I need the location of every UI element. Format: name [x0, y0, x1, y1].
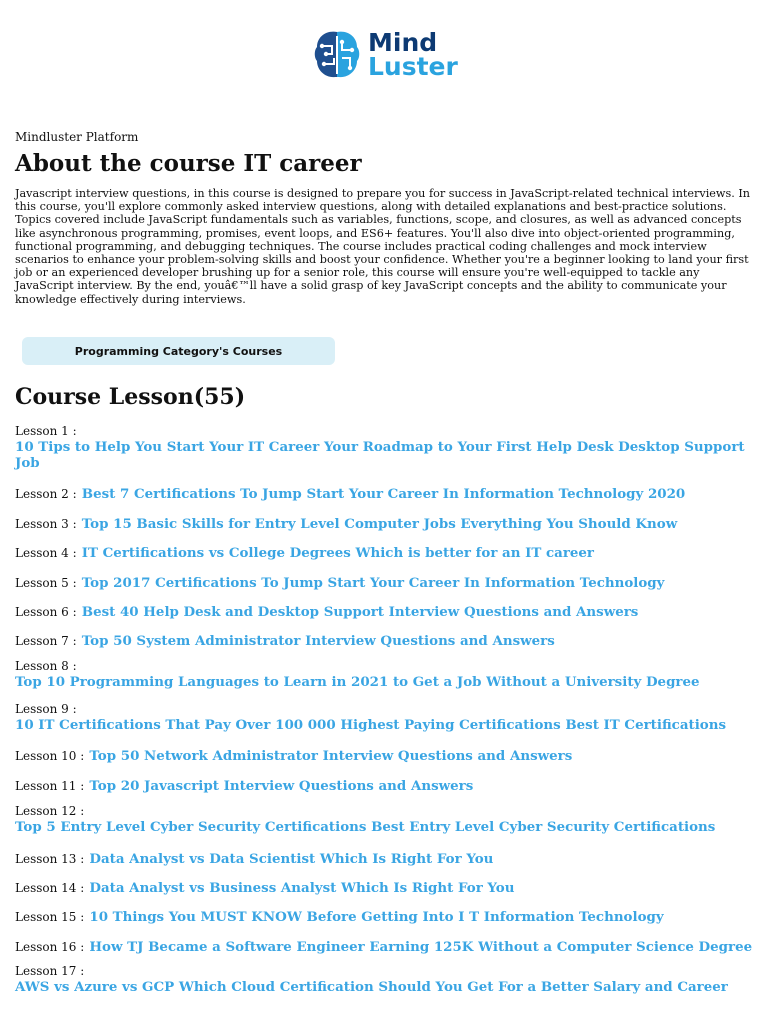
- lesson-item: [15, 630, 760, 649]
- lesson-number: Lesson 11 :: [15, 779, 85, 793]
- lesson-number: Lesson 9 :: [15, 702, 77, 716]
- lesson-item: [15, 601, 760, 620]
- lesson-item: [15, 659, 760, 690]
- platform-label: Mindluster Platform: [15, 130, 139, 144]
- lesson-link[interactable]: IT Certifications vs College Degrees Which is better for an IT career: [81, 545, 594, 561]
- lesson-item: [15, 804, 760, 835]
- brain-circuit-icon: [312, 28, 362, 82]
- lesson-item: [15, 572, 760, 591]
- lesson-item: [15, 775, 760, 794]
- lesson-item: [15, 424, 760, 471]
- lesson-link[interactable]: Top 50 Network Administrator Interview Questions and Answers: [89, 748, 573, 764]
- lesson-number: Lesson 2 :: [15, 487, 77, 501]
- lesson-link[interactable]: Top 10 Programming Languages to Learn in 2021 to Get a Job Without a University Degree: [15, 674, 700, 690]
- lesson-item: [15, 936, 760, 955]
- lesson-link[interactable]: Top 50 System Administrator Interview Questions and Answers: [81, 633, 555, 649]
- lesson-link[interactable]: Best 40 Help Desk and Desktop Support Interview Questions and Answers: [81, 604, 639, 620]
- lesson-number: Lesson 6 :: [15, 605, 77, 619]
- mindluster-logo[interactable]: [312, 26, 458, 84]
- lesson-number: Lesson 1 :: [15, 424, 77, 438]
- lesson-item: [15, 848, 760, 867]
- lesson-link[interactable]: Best 7 Certifications To Jump Start Your Career In Information Technology 2020: [81, 486, 686, 502]
- lesson-link[interactable]: Data Analyst vs Business Analyst Which Is Right For You: [89, 880, 515, 896]
- lesson-item: [15, 542, 760, 561]
- lesson-item: [15, 906, 760, 925]
- lesson-number: Lesson 14 :: [15, 881, 85, 895]
- lesson-link[interactable]: 10 Tips to Help You Start Your IT Career Your Roadmap to Your First Help Desk Desktop Support Job: [15, 439, 745, 471]
- logo-wordmark: [368, 28, 458, 81]
- page-title: About the course IT career: [15, 150, 362, 177]
- logo-line-2: Luster: [368, 52, 458, 81]
- lesson-link[interactable]: Data Analyst vs Data Scientist Which Is Right For You: [89, 851, 494, 867]
- lesson-link[interactable]: Top 5 Entry Level Cyber Security Certifications Best Entry Level Cyber Security Certifications: [15, 819, 716, 835]
- lesson-number: Lesson 8 :: [15, 659, 77, 673]
- lesson-number: Lesson 4 :: [15, 546, 77, 560]
- lesson-number: Lesson 17 :: [15, 964, 85, 978]
- logo-line-1: Mind: [368, 28, 438, 57]
- lesson-number: Lesson 10 :: [15, 749, 85, 763]
- lesson-link[interactable]: 10 Things You MUST KNOW Before Getting Into I T Information Technology: [89, 909, 664, 925]
- lesson-link[interactable]: Top 15 Basic Skills for Entry Level Computer Jobs Everything You Should Know: [81, 516, 678, 532]
- lesson-item: [15, 745, 760, 764]
- lesson-item: [15, 513, 760, 532]
- lesson-item: [15, 877, 760, 896]
- lesson-link[interactable]: Top 20 Javascript Interview Questions and Answers: [89, 778, 474, 794]
- lesson-number: Lesson 13 :: [15, 852, 85, 866]
- category-courses-button[interactable]: Programming Category's Courses: [22, 337, 335, 365]
- lesson-link[interactable]: AWS vs Azure vs GCP Which Cloud Certification Should You Get For a Better Salary and Career: [15, 979, 728, 995]
- course-description: Javascript interview questions, in this course is designed to prepare you for success in JavaScript-related technical interviews. In this course, you'll explore commonly asked interview questions, along with detailed explanations and best-practice solutions. Topics covered include JavaScript fundamentals such as variables, functions, scope, and closures, as well as advanced concepts like asynchronous programming, promises, event loops, and ES6+ features. You'll also dive into object-oriented programming, functional programming, and debugging techniques. The course includes practical coding challenges and mock interview scenarios to enhance your problem-solving skills and boost your confidence. Whether you're a beginner looking to land your first job or an experienced developer brushing up for a senior role, this course will ensure you're well-equipped to tackle any JavaScript interview. By the end, youâ€™ll have a solid grasp of key JavaScript concepts and the ability to communicate your knowledge effectively during interviews.: [15, 187, 750, 306]
- lesson-link[interactable]: Top 2017 Certifications To Jump Start Your Career In Information Technology: [81, 575, 665, 591]
- lesson-number: Lesson 15 :: [15, 910, 85, 924]
- lessons-heading: Course Lesson(55): [15, 384, 246, 410]
- lesson-link[interactable]: How TJ Became a Software Engineer Earning 125K Without a Computer Science Degree: [89, 939, 753, 955]
- lesson-item: [15, 964, 760, 995]
- lesson-link[interactable]: 10 IT Certifications That Pay Over 100 000 Highest Paying Certifications Best IT Certifications: [15, 717, 726, 733]
- lesson-item: [15, 483, 760, 502]
- lesson-number: Lesson 3 :: [15, 517, 77, 531]
- lesson-number: Lesson 7 :: [15, 634, 77, 648]
- lesson-number: Lesson 16 :: [15, 940, 85, 954]
- lesson-number: Lesson 12 :: [15, 804, 85, 818]
- lesson-item: [15, 702, 760, 733]
- lesson-number: Lesson 5 :: [15, 576, 77, 590]
